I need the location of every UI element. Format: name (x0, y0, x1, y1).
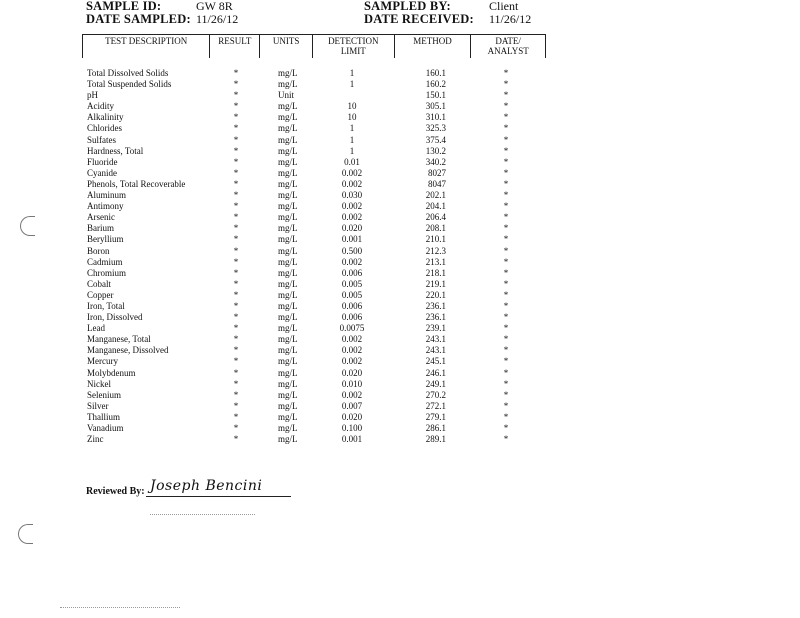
cell-test-description: Aluminum (87, 190, 127, 201)
cell-result: * (233, 178, 239, 189)
cell-test-description: pH (87, 90, 98, 101)
cell-result: * (233, 356, 239, 367)
binder-hole-upper (20, 216, 35, 236)
cell-detection-limit: 0.005 (341, 289, 363, 300)
column-method: METHOD (395, 35, 472, 58)
cell-date-analyst: * (503, 411, 509, 422)
cell-result: * (233, 112, 239, 123)
cell-units: mg/L (278, 345, 298, 356)
cell-detection-limit: 0.002 (341, 178, 363, 189)
column-date-analyst (471, 35, 545, 58)
column-detection-limit (313, 35, 395, 58)
cell-units: mg/L (278, 300, 298, 311)
cell-result: * (233, 334, 239, 345)
column-date-analyst-line1: DATE/ (495, 36, 521, 46)
cell-date-analyst: * (503, 323, 509, 334)
cell-result: * (233, 278, 239, 289)
table-row (0, 323, 800, 334)
cell-units: mg/L (278, 234, 298, 245)
cell-method: 206.4 (425, 212, 446, 223)
cell-method: 218.1 (425, 267, 446, 278)
cell-date-analyst: * (503, 256, 509, 267)
cell-units: mg/L (278, 323, 298, 334)
cell-method: 286.1 (425, 423, 446, 433)
cell-detection-limit: 0.030 (341, 190, 363, 201)
cell-date-analyst: * (503, 278, 509, 289)
cell-result: * (233, 300, 239, 311)
cell-result: * (233, 423, 239, 433)
cell-detection-limit: 0.002 (341, 389, 363, 400)
cell-units: Unit (278, 90, 295, 101)
cell-test-description: Alkalinity (87, 112, 124, 123)
sampled-by-value: Client (489, 0, 519, 13)
cell-units: mg/L (278, 178, 298, 189)
cell-units: mg/L (278, 400, 298, 411)
table-row (0, 345, 800, 356)
cell-units: mg/L (278, 367, 298, 378)
cell-test-description: Mercury (87, 356, 118, 367)
cell-result: * (233, 411, 239, 422)
cell-date-analyst: * (503, 190, 509, 201)
scan-artifact-line (60, 607, 180, 608)
cell-result: * (233, 367, 239, 378)
cell-units: mg/L (278, 378, 298, 389)
cell-method: 246.1 (425, 367, 446, 378)
table-row (0, 423, 800, 434)
cell-detection-limit: 0.002 (341, 345, 363, 356)
table-row (0, 212, 800, 223)
cell-test-description: Hardness, Total (87, 145, 144, 156)
cell-date-analyst: * (503, 101, 509, 112)
signature-line (146, 496, 291, 497)
cell-units: mg/L (278, 256, 298, 267)
table-row (0, 356, 800, 367)
cell-test-description: Barium (87, 223, 114, 234)
cell-detection-limit: 0.020 (341, 411, 363, 422)
table-row (0, 179, 800, 190)
date-received-value: 11/26/12 (489, 12, 532, 26)
cell-units: mg/L (278, 145, 298, 156)
cell-units: mg/L (278, 201, 298, 212)
table-row (0, 135, 800, 146)
table-row (0, 123, 800, 134)
cell-detection-limit: 0.002 (341, 212, 363, 223)
cell-test-description: Manganese, Dissolved (87, 345, 169, 356)
cell-detection-limit: 0.007 (341, 400, 363, 411)
cell-date-analyst: * (503, 178, 509, 189)
cell-date-analyst: * (503, 289, 509, 300)
cell-test-description: Molybdenum (87, 367, 136, 378)
cell-result: * (233, 223, 239, 234)
table-row (0, 68, 800, 79)
cell-detection-limit: 0.002 (341, 201, 363, 212)
cell-detection-limit: 0.001 (341, 234, 363, 245)
cell-result: * (233, 201, 239, 212)
cell-date-analyst: * (503, 245, 509, 256)
cell-detection-limit: 1 (349, 145, 355, 156)
cell-detection-limit: 0.100 (341, 423, 363, 433)
cell-test-description: Beryllium (87, 234, 124, 245)
cell-date-analyst: * (503, 389, 509, 400)
table-row (0, 401, 800, 412)
cell-method: 340.2 (425, 156, 446, 167)
cell-units: mg/L (278, 411, 298, 422)
cell-detection-limit: 0.01 (344, 156, 360, 167)
cell-test-description: Cobalt (87, 278, 111, 289)
cell-test-description: Iron, Dissolved (87, 312, 143, 323)
cell-detection-limit: 0.006 (341, 267, 363, 278)
cell-test-description: Iron, Total (87, 300, 125, 311)
results-table (0, 68, 800, 445)
cell-detection-limit: 0.500 (341, 245, 363, 256)
cell-method: 160.2 (425, 79, 446, 90)
cell-result: * (233, 400, 239, 411)
cell-result: * (233, 212, 239, 223)
cell-units: mg/L (278, 289, 298, 300)
cell-test-description: Lead (87, 323, 105, 334)
cell-date-analyst: * (503, 378, 509, 389)
cell-date-analyst: * (503, 267, 509, 278)
cell-result: * (233, 323, 239, 334)
cell-detection-limit: 0.002 (341, 356, 363, 367)
table-row (0, 390, 800, 401)
date-sampled-label: DATE SAMPLED: (86, 12, 191, 26)
cell-method: 270.2 (425, 389, 446, 400)
cell-units: mg/L (278, 212, 298, 223)
cell-method: 243.1 (425, 334, 446, 345)
cell-units: mg/L (278, 79, 298, 90)
column-test-description: TEST DESCRIPTION (83, 35, 210, 58)
cell-test-description: Arsenic (87, 212, 115, 223)
cell-detection-limit: 10 (347, 112, 357, 123)
cell-units: mg/L (278, 223, 298, 234)
cell-detection-limit: 0.0075 (339, 323, 365, 334)
table-row (0, 246, 800, 257)
cell-date-analyst: * (503, 145, 509, 156)
cell-test-description: Chlorides (87, 123, 122, 134)
cell-date-analyst: * (503, 423, 509, 433)
cell-method: 375.4 (425, 134, 446, 145)
cell-detection-limit: 0.020 (341, 367, 363, 378)
column-date-analyst-line2: ANALYST (487, 46, 529, 56)
table-row (0, 223, 800, 234)
cell-test-description: Selenium (87, 389, 121, 400)
cell-units: mg/L (278, 68, 298, 78)
cell-result: * (233, 145, 239, 156)
cell-detection-limit: 0.001 (341, 434, 363, 445)
cell-detection-limit: 0.002 (341, 256, 363, 267)
cell-units: mg/L (278, 156, 298, 167)
cell-method: 130.2 (425, 145, 446, 156)
cell-method: 210.1 (425, 234, 446, 245)
cell-method: 249.1 (425, 378, 446, 389)
cell-detection-limit: 1 (349, 79, 355, 90)
cell-date-analyst: * (503, 345, 509, 356)
cell-test-description: Antimony (87, 201, 124, 212)
cell-date-analyst: * (503, 234, 509, 245)
cell-result: * (233, 378, 239, 389)
cell-method: 213.1 (425, 256, 446, 267)
cell-method: 8047 (428, 178, 446, 189)
cell-result: * (233, 156, 239, 167)
cell-units: mg/L (278, 190, 298, 201)
cell-method: 160.1 (425, 68, 446, 78)
cell-result: * (233, 267, 239, 278)
cell-method: 279.1 (425, 411, 446, 422)
cell-detection-limit: 0.005 (341, 278, 363, 289)
cell-units: mg/L (278, 267, 298, 278)
cell-detection-limit: 10 (347, 101, 357, 112)
cell-test-description: Vanadium (87, 423, 124, 433)
column-detection-limit-line1: DETECTION (328, 36, 379, 46)
binder-hole-lower (18, 524, 33, 544)
cell-units: mg/L (278, 356, 298, 367)
cell-units: mg/L (278, 334, 298, 345)
table-header (82, 34, 546, 58)
cell-method: 239.1 (425, 323, 446, 334)
cell-units: mg/L (278, 245, 298, 256)
cell-method: 305.1 (425, 101, 446, 112)
table-row (0, 101, 800, 112)
cell-test-description: Acidity (87, 101, 114, 112)
cell-result: * (233, 167, 239, 178)
table-row (0, 301, 800, 312)
cell-date-analyst: * (503, 312, 509, 323)
table-row (0, 168, 800, 179)
cell-test-description: Thallium (87, 411, 120, 422)
cell-method: 236.1 (425, 300, 446, 311)
cell-method: 310.1 (425, 112, 446, 123)
cell-units: mg/L (278, 389, 298, 400)
cell-method: 219.1 (425, 278, 446, 289)
date-received-label: DATE RECEIVED: (364, 12, 474, 26)
table-row (0, 79, 800, 90)
column-result: RESULT (210, 35, 260, 58)
cell-method: 245.1 (425, 356, 446, 367)
table-row (0, 90, 800, 101)
sample-id-value: GW 8R (196, 0, 233, 13)
cell-result: * (233, 90, 239, 101)
cell-test-description: Zinc (87, 434, 104, 445)
cell-date-analyst: * (503, 167, 509, 178)
cell-detection-limit: 0.002 (341, 167, 363, 178)
cell-result: * (233, 123, 239, 134)
cell-result: * (233, 345, 239, 356)
cell-test-description: Cadmium (87, 256, 123, 267)
cell-result: * (233, 256, 239, 267)
table-row (0, 312, 800, 323)
cell-date-analyst: * (503, 79, 509, 90)
cell-date-analyst: * (503, 356, 509, 367)
table-row (0, 157, 800, 168)
cell-units: mg/L (278, 312, 298, 323)
cell-result: * (233, 234, 239, 245)
cell-date-analyst: * (503, 223, 509, 234)
column-units: UNITS (260, 35, 313, 58)
cell-result: * (233, 134, 239, 145)
cell-date-analyst: * (503, 434, 509, 445)
cell-units: mg/L (278, 123, 298, 134)
table-row (0, 290, 800, 301)
cell-test-description: Fluoride (87, 156, 118, 167)
cell-method: 272.1 (425, 400, 446, 411)
cell-units: mg/L (278, 101, 298, 112)
cell-detection-limit: 0.006 (341, 312, 363, 323)
table-row (0, 257, 800, 268)
table-row (0, 434, 800, 445)
cell-result: * (233, 245, 239, 256)
table-row (0, 412, 800, 423)
cell-date-analyst: * (503, 90, 509, 101)
cell-method: 150.1 (425, 90, 446, 101)
cell-method: 289.1 (425, 434, 446, 445)
cell-test-description: Silver (87, 400, 109, 411)
cell-date-analyst: * (503, 212, 509, 223)
cell-date-analyst: * (503, 134, 509, 145)
sample-id-label: SAMPLE ID: (86, 0, 162, 13)
cell-method: 202.1 (425, 190, 446, 201)
cell-detection-limit: 0.006 (341, 300, 363, 311)
reviewer-signature: Joseph Bencini (150, 478, 263, 494)
cell-result: * (233, 190, 239, 201)
scan-artifact-line (150, 514, 255, 515)
cell-date-analyst: * (503, 112, 509, 123)
cell-method: 243.1 (425, 345, 446, 356)
table-row (0, 268, 800, 279)
cell-result: * (233, 79, 239, 90)
cell-date-analyst: * (503, 300, 509, 311)
cell-test-description: Boron (87, 245, 110, 256)
cell-result: * (233, 101, 239, 112)
cell-test-description: Nickel (87, 378, 111, 389)
column-detection-limit-line2: LIMIT (340, 46, 366, 56)
cell-result: * (233, 312, 239, 323)
cell-test-description: Total Dissolved Solids (87, 68, 169, 78)
cell-test-description: Sulfates (87, 134, 116, 145)
date-sampled-value: 11/26/12 (196, 12, 239, 26)
cell-result: * (233, 434, 239, 445)
table-row (0, 379, 800, 390)
cell-date-analyst: * (503, 123, 509, 134)
cell-detection-limit: 0.020 (341, 223, 363, 234)
sampled-by-label: SAMPLED BY: (364, 0, 451, 13)
cell-date-analyst: * (503, 201, 509, 212)
cell-method: 236.1 (425, 312, 446, 323)
cell-detection-limit: 0.010 (341, 378, 363, 389)
table-row (0, 334, 800, 345)
table-row (0, 234, 800, 245)
cell-result: * (233, 289, 239, 300)
cell-test-description: Manganese, Total (87, 334, 151, 345)
cell-units: mg/L (278, 278, 298, 289)
cell-method: 8027 (428, 167, 446, 178)
cell-detection-limit: 0.002 (341, 334, 363, 345)
cell-date-analyst: * (503, 400, 509, 411)
cell-test-description: Total Suspended Solids (87, 79, 172, 90)
cell-date-analyst: * (503, 334, 509, 345)
cell-test-description: Copper (87, 289, 114, 300)
cell-test-description: Chromium (87, 267, 127, 278)
cell-units: mg/L (278, 434, 298, 445)
cell-detection-limit: 1 (349, 123, 355, 134)
cell-units: mg/L (278, 167, 298, 178)
table-row (0, 368, 800, 379)
cell-method: 208.1 (425, 223, 446, 234)
cell-units: mg/L (278, 112, 298, 123)
table-row (0, 201, 800, 212)
cell-method: 204.1 (425, 201, 446, 212)
cell-method: 325.3 (425, 123, 446, 134)
table-row (0, 146, 800, 157)
cell-method: 220.1 (425, 289, 446, 300)
cell-detection-limit: 1 (349, 68, 355, 78)
table-row (0, 279, 800, 290)
reviewed-by-label: Reviewed By: (86, 486, 145, 497)
cell-test-description: Cyanide (87, 167, 117, 178)
cell-result: * (233, 68, 239, 78)
cell-date-analyst: * (503, 156, 509, 167)
cell-units: mg/L (278, 423, 298, 433)
cell-detection-limit: 1 (349, 134, 355, 145)
cell-date-analyst: * (503, 367, 509, 378)
cell-units: mg/L (278, 134, 298, 145)
cell-method: 212.3 (425, 245, 446, 256)
table-row (0, 190, 800, 201)
cell-test-description: Phenols, Total Recoverable (87, 178, 186, 189)
cell-date-analyst: * (503, 68, 509, 78)
cell-result: * (233, 389, 239, 400)
table-row (0, 112, 800, 123)
